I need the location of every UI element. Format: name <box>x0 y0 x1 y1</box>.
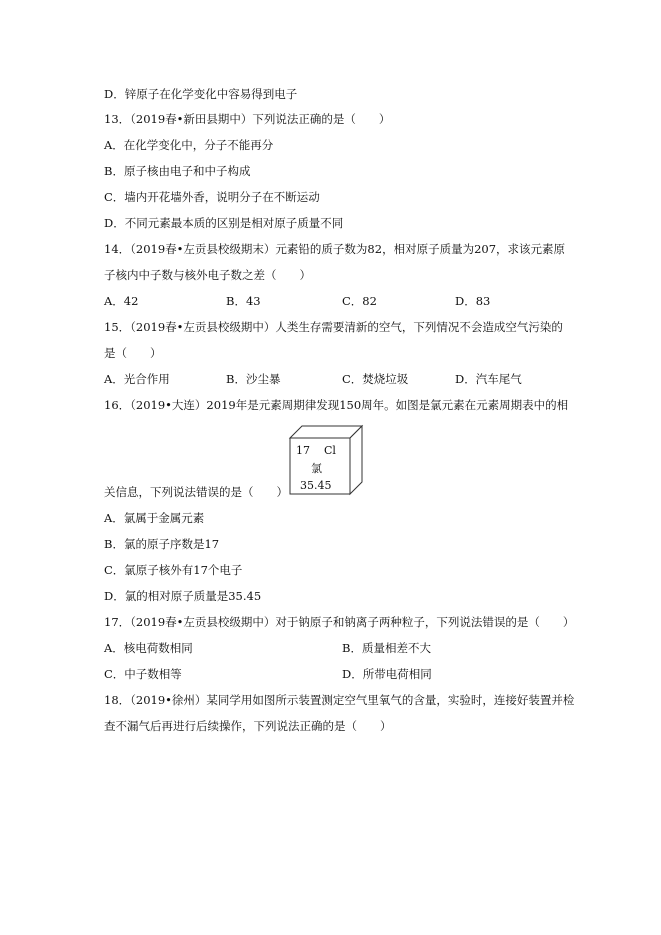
q17-option-a: A．核电荷数相同 <box>104 641 193 655</box>
q16-option-d: D．氯的相对原子质量是35.45 <box>104 589 262 603</box>
q15-option-d: D．汽车尾气 <box>455 372 522 386</box>
q18-stem-line2: 查不漏气后再进行后续操作，下列说法正确的是（ ） <box>104 719 392 733</box>
q15-stem-line2: 是（ ） <box>104 346 162 360</box>
q15-stem-line1: 15．（2019春•左贡县校级期中）人类生存需要清新的空气，下列情况不会造成空气污染的 <box>104 320 563 334</box>
q12-option-d: D．锌原子在化学变化中容易得到电子 <box>104 87 298 101</box>
q16-stem-line2: 关信息，下列说法错误的是（ ） <box>104 485 288 499</box>
q17-stem: 17．（2019春•左贡县校级期中）对于钠原子和钠离子两种粒子，下列说法错误的是（ ） <box>104 615 575 629</box>
q15-option-c: C．焚烧垃圾 <box>342 372 409 386</box>
q16-stem-line1: 16．（2019•大连）2019年是元素周期律发现150周年。如图是氯元素在元素周期表中的相 <box>104 398 569 412</box>
q17-option-c: C．中子数相等 <box>104 667 182 681</box>
q13-option-d: D．不同元素最本质的区别是相对原子质量不同 <box>104 216 344 230</box>
q16-option-a: A．氯属于金属元素 <box>104 511 205 525</box>
q13-option-a: A．在化学变化中，分子不能再分 <box>104 138 274 152</box>
q18-stem-line1: 18．（2019•徐州）某同学用如图所示装置测定空气里氧气的含量，实验时，连接好装置并检 <box>104 693 575 707</box>
chlorine-element-cell <box>288 424 368 496</box>
q15-option-b: B．沙尘暴 <box>226 372 281 386</box>
q14-option-a: A．42 <box>104 294 139 308</box>
q15-option-a: A．光合作用 <box>104 372 170 386</box>
element-symbol: Cl <box>324 444 336 457</box>
q14-option-d: D．83 <box>455 294 491 308</box>
q16-option-b: B．氯的原子序数是17 <box>104 537 220 551</box>
q16-option-c: C．氯原子核外有17个电子 <box>104 563 243 577</box>
atomic-number: 17 <box>296 444 310 457</box>
q13-option-c: C．墙内开花墙外香，说明分子在不断运动 <box>104 190 320 204</box>
element-name: 氯 <box>311 462 322 475</box>
q17-option-b: B．质量相差不大 <box>342 641 431 655</box>
q17-option-d: D．所带电荷相同 <box>342 667 432 681</box>
q14-stem-line2: 子核内中子数与核外电子数之差（ ） <box>104 268 311 282</box>
q14-option-b: B．43 <box>226 294 261 308</box>
q13-option-b: B．原子核由电子和中子构成 <box>104 164 251 178</box>
q14-option-c: C．82 <box>342 294 377 308</box>
q13-stem: 13．（2019春•新田县期中）下列说法正确的是（ ） <box>104 112 391 126</box>
atomic-mass: 35.45 <box>300 479 332 492</box>
q14-stem-line1: 14．（2019春•左贡县校级期末）元素铅的质子数为82，相对原子质量为207，求该元素原 <box>104 242 566 256</box>
